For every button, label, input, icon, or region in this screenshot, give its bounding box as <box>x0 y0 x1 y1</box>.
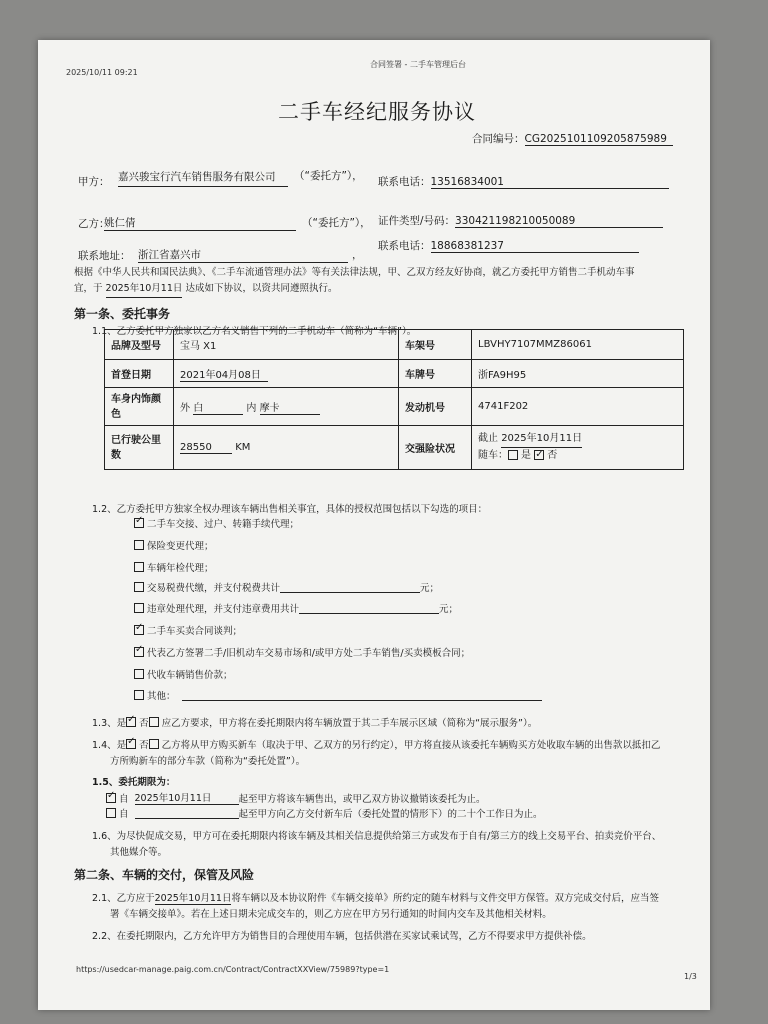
term-row-2 <box>106 806 543 820</box>
mileage-cell <box>174 426 399 470</box>
insurance-prefix: 截止 <box>478 433 498 444</box>
option-negotiation <box>134 623 242 637</box>
option-violation-label: 违章处理代理，并支付违章费用共计 <box>147 604 300 615</box>
clause-1-2: 1.2、乙方委托甲方独家全权办理该车辆出售相关事宜，具体的授权范围包括以下勾选的项目： <box>92 504 488 515</box>
insurance-date: 2025年10月11日 <box>501 431 582 448</box>
party-b-id-label: 证件类型/号码： <box>378 215 456 227</box>
mileage-label: 已行驶公里数 <box>105 426 174 470</box>
section-1-heading: 第一条、委托事务 <box>74 307 171 321</box>
option-negotiation-label: 二手车买卖合同谈判； <box>147 626 243 637</box>
party-a-phone <box>378 174 669 189</box>
insurance-cell <box>472 426 684 470</box>
term-row-2-pre: 自 <box>119 809 129 820</box>
address-label: 联系地址： <box>78 250 131 262</box>
vehicle-info-table <box>104 329 684 470</box>
reg-date-value: 2021年04月08日 <box>180 366 268 382</box>
brand-label: 品牌及型号 <box>105 330 174 360</box>
party-b-phone <box>378 238 639 253</box>
inner-value: 摩卡 <box>260 399 320 415</box>
option-tax-label: 交易税费代缴，并支付税费共计 <box>147 583 281 594</box>
contract-number <box>472 131 673 146</box>
term-row-2-text: 起至甲方向乙方交付新车后（委托处置的情形下）的二十个工作日为止。 <box>238 809 543 820</box>
option-insurance-checkbox[interactable] <box>134 540 144 550</box>
option-violation-checkbox[interactable] <box>134 603 144 613</box>
option-other-checkbox[interactable] <box>134 690 144 700</box>
option-collect-payment <box>134 667 233 681</box>
insurance-yes-checkbox[interactable] <box>508 450 518 460</box>
party-b-role: （“委托方”）， <box>302 217 371 229</box>
option-other <box>134 688 542 702</box>
party-a-role: （“委托方”）， <box>294 170 363 182</box>
engine-value: 4741F202 <box>472 388 684 426</box>
print-page-title: 合同签署 - 二手车管理后台 <box>370 60 466 69</box>
vin-label: 车架号 <box>399 330 472 360</box>
preamble-line1: 根据《中华人民共和国民法典》、《二手车流通管理办法》等有关法律法规，甲、乙双方经友好协商，就乙方委托甲方销售二手机动车事 <box>74 267 635 278</box>
clause-1-4-no-label: 否 <box>139 740 149 751</box>
contract-number-label: 合同编号： <box>472 133 525 145</box>
brand-value: 宝马 X1 <box>174 330 399 360</box>
clause-2-1-line1 <box>92 890 659 905</box>
print-url: https://usedcar-manage.paig.com.cn/Contract/ContractXXView/75989?type=1 <box>76 965 390 974</box>
option-tax-checkbox[interactable] <box>134 582 144 592</box>
clause-2-1-text: 将车辆以及本协议附件《车辆交接单》所约定的随车材料与文件交甲方保管。双方完成交付后，应当签 <box>231 893 659 904</box>
clause-1-3-no-checkbox[interactable] <box>149 717 159 727</box>
option-other-label: 其他： <box>147 691 176 702</box>
outer-value: 白 <box>193 399 243 415</box>
party-b-label: 乙方： <box>78 218 110 230</box>
option-collect-payment-label: 代收车辆销售价款； <box>147 670 233 681</box>
option-sign-contract <box>134 645 470 659</box>
clause-1-4-num: 1.4、是 <box>92 740 127 751</box>
contract-number-value: CG2025101109205875989 <box>525 133 673 146</box>
option-other-blank[interactable] <box>182 690 542 701</box>
clause-1-4-line2: 方所购新车的部分车款（简称为“委托处置”）。 <box>110 756 306 767</box>
vin-value: LBVHY7107MMZ86061 <box>472 330 684 360</box>
clause-1-4-yes-checkbox[interactable] <box>126 739 136 749</box>
clause-2-1-line2: 署《车辆交接单》。若在上述日期未完成交车的，则乙方应在甲方另行通知的时间内交车及其他相关材料。 <box>110 909 552 920</box>
party-a-label: 甲方： <box>78 176 110 188</box>
option-inspection-label: 车辆年检代理； <box>147 563 214 574</box>
preamble-post: 达成如下协议，以资共同遵照执行。 <box>185 283 338 294</box>
option-negotiation-checkbox[interactable] <box>134 625 144 635</box>
option-sign-contract-checkbox[interactable] <box>134 647 144 657</box>
plate-value: 浙FA9H95 <box>472 360 684 388</box>
party-b-id-value: 330421198210050089 <box>455 215 663 228</box>
reg-date-cell <box>174 360 399 388</box>
option-collect-payment-checkbox[interactable] <box>134 669 144 679</box>
option-violation <box>134 601 458 615</box>
clause-2-1-pre: 2.1、乙方应于 <box>92 893 155 904</box>
option-insurance-label: 保险变更代理； <box>147 541 214 552</box>
option-insurance <box>134 538 214 552</box>
address-value: 浙江省嘉兴市 <box>138 247 348 263</box>
term-row-1-date: 2025年10月11日 <box>135 790 239 805</box>
clause-2-2: 2.2、在委托期限内，乙方允许甲方为销售目的合理使用车辆，包括供潜在买家试乘试驾，乙方不得要求甲方提供补偿。 <box>92 931 592 942</box>
mileage-unit: KM <box>235 441 251 453</box>
option-tax-unit: 元； <box>420 583 440 594</box>
insurance-yes-label: 是 <box>521 450 531 461</box>
engine-label: 发动机号 <box>399 388 472 426</box>
preamble-pre: 宜，于 <box>74 283 103 294</box>
print-datetime: 2025/10/11 09:21 <box>66 68 138 77</box>
clause-1-4-no-checkbox[interactable] <box>149 739 159 749</box>
party-b-phone-value: 18868381237 <box>431 240 639 253</box>
option-transfer-label: 二手车交接、过户、转籍手续代理； <box>147 519 300 530</box>
insurance-with-car: 随车： <box>478 450 508 461</box>
clause-1-6-line2: 其他媒介等。 <box>110 847 168 858</box>
clause-1-3-text: 应乙方要求，甲方将在委托期限内将车辆放置于其二手车展示区域（简称为“展示服务”）。 <box>161 718 538 729</box>
option-transfer <box>134 516 299 530</box>
party-a-phone-value: 13516834001 <box>431 176 669 189</box>
option-tax <box>134 580 439 594</box>
page-number: 1/3 <box>684 972 697 981</box>
clause-1-3 <box>92 715 537 729</box>
option-violation-blank[interactable] <box>299 603 439 614</box>
outer-label: 外 <box>180 402 190 414</box>
option-violation-unit: 元； <box>439 604 459 615</box>
reg-date-label: 首登日期 <box>105 360 174 388</box>
section-2-heading: 第二条、车辆的交付，保管及风险 <box>74 868 255 882</box>
term-row-1-text: 起至甲方将该车辆售出，或甲乙双方协议撤销该委托为止。 <box>238 793 486 805</box>
clause-1-3-num: 1.3、是 <box>92 718 127 729</box>
insurance-label: 交强险状况 <box>399 426 472 470</box>
option-inspection-checkbox[interactable] <box>134 562 144 572</box>
term-row-1 <box>106 790 486 805</box>
party-a-phone-label: 联系电话： <box>378 176 431 188</box>
preamble-date: 2025年10月11日 <box>106 281 183 298</box>
plate-label: 车牌号 <box>399 360 472 388</box>
preamble-line2 <box>74 281 337 298</box>
term-row-2-date-blank[interactable] <box>135 808 239 819</box>
clause-1-1: 1.1、乙方委托甲方独家以乙方名义销售下列的二手机动车（简称为“车辆”）。 <box>92 326 417 337</box>
option-inspection <box>134 560 214 574</box>
clause-1-3-no-label: 否 <box>139 718 149 729</box>
insurance-no-checkbox[interactable] <box>534 450 544 460</box>
option-transfer-checkbox[interactable] <box>134 518 144 528</box>
address-comma: ， <box>352 249 363 261</box>
inner-label: 内 <box>246 402 257 414</box>
clause-1-4 <box>92 737 660 751</box>
contract-page <box>38 40 710 1010</box>
term-row-1-pre: 自 <box>119 793 129 805</box>
document-title: 二手车经纪服务协议 <box>278 100 476 124</box>
party-a-name: 嘉兴骏宝行汽车销售服务有限公司 <box>118 169 288 187</box>
insurance-no-label: 否 <box>547 450 558 461</box>
mileage-value: 28550 <box>180 442 232 454</box>
clause-1-5-title: 1.5、委托期限为： <box>92 777 176 788</box>
party-b-name: 姚仁倩 <box>104 215 296 231</box>
clause-1-4-line1: 乙方将从甲方购买新车（取决于甲、乙双方的另行约定），甲方将直接从该委托车辆购买方处收取车辆的出售款以抵扣乙 <box>161 740 661 751</box>
option-tax-blank[interactable] <box>280 582 420 593</box>
clause-2-1-date: 2025年10月11日 <box>155 890 232 905</box>
option-sign-contract-label: 代表乙方签署二手/旧机动车交易市场和/或甲方处二手车销售/买卖模板合同； <box>147 648 471 659</box>
party-b-id <box>378 213 663 228</box>
party-b-phone-label: 联系电话： <box>378 240 431 252</box>
term-row-1-checkbox[interactable] <box>106 793 116 803</box>
color-cell <box>174 388 399 426</box>
clause-1-6-line1: 1.6、为尽快促成交易，甲方可在委托期限内将该车辆及其相关信息提供给第三方或发布于自有/第三方的线上交易平台、拍卖竞价平台、 <box>92 831 662 842</box>
color-label: 车身内饰颜色 <box>105 388 174 426</box>
clause-1-3-yes-checkbox[interactable] <box>126 717 136 727</box>
term-row-2-checkbox[interactable] <box>106 808 116 818</box>
